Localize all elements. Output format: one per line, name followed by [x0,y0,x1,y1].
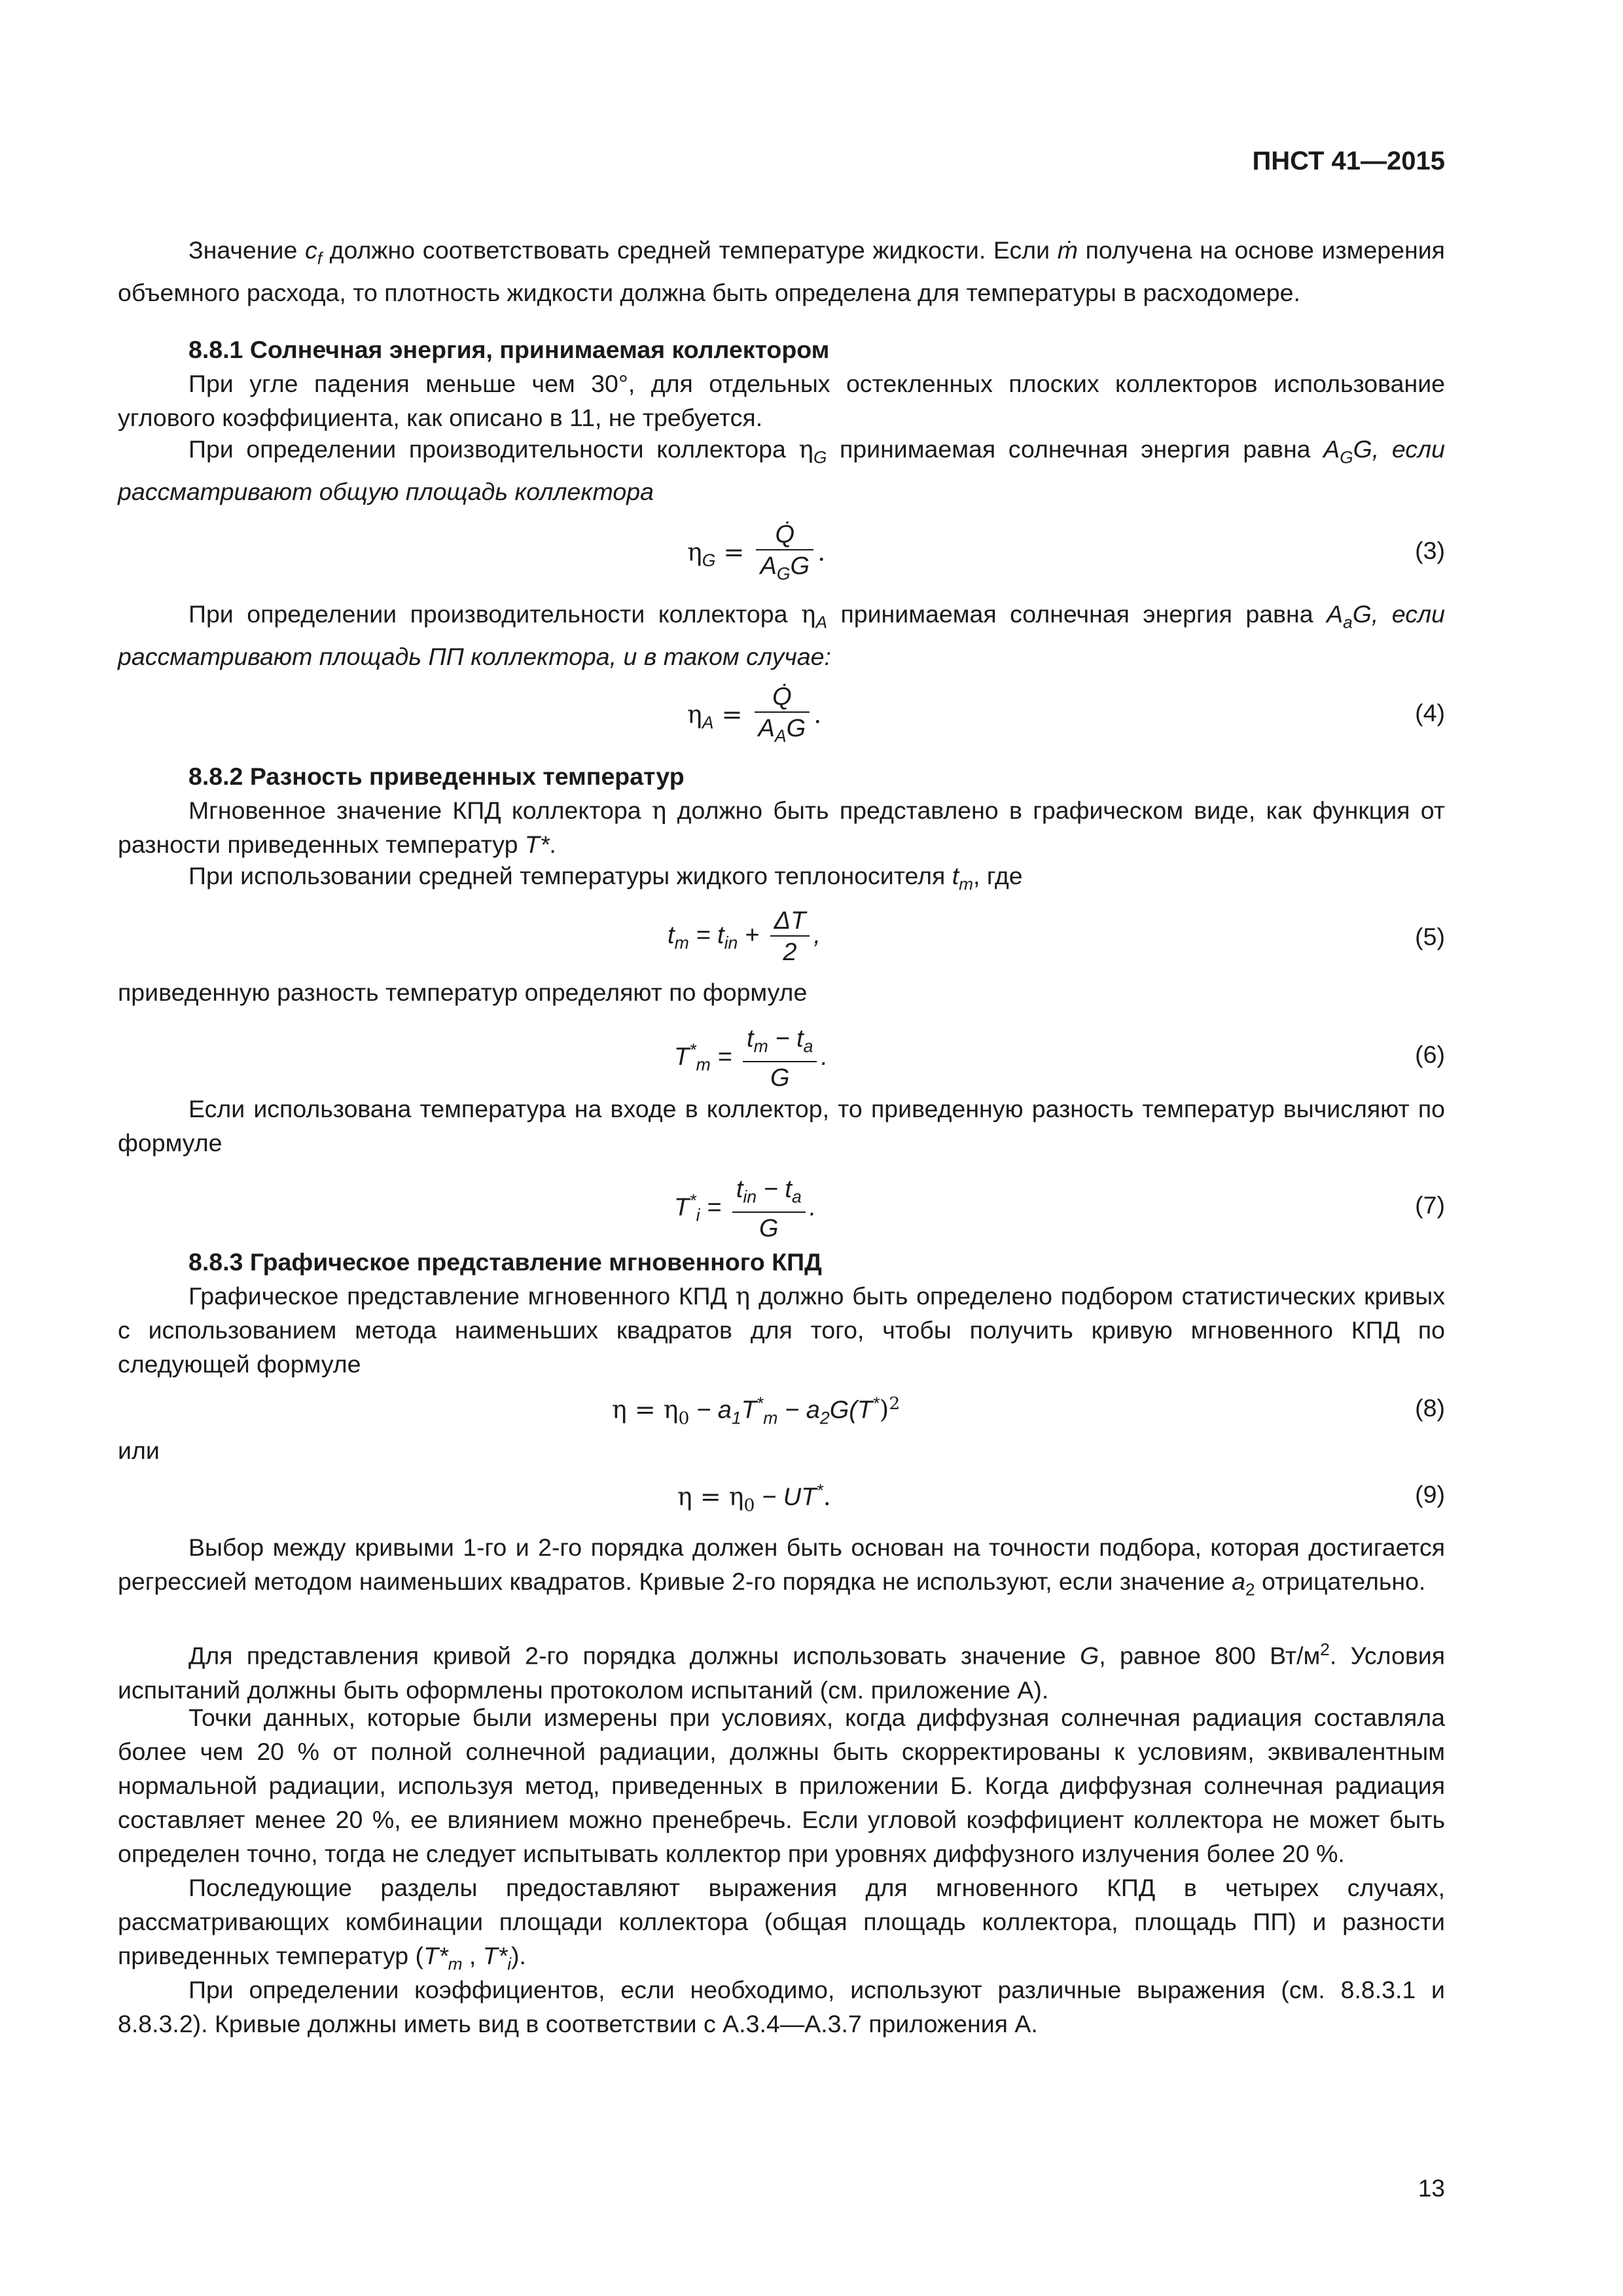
equation-7: $T^*_i$ = $\frac{t_{in} - t_a}{G}$ . [674,1175,817,1242]
equation-number-6: (6) [1415,1041,1445,1068]
paragraph-second-order: Для представления кривой 2-го порядка должны использовать значение G, равное 800 $Вт/м^2$. Условия испытаний должны быть оформлены протоколом испытаний (см. приложение А). [118,1640,1445,1704]
equation-4: $\eta_A$ = $\frac{Q̇}{A_AG}$ . [687,683,821,751]
equation-5: $t_m = t_{in}$ + $\frac{\Delta T}{2}$ , [668,907,821,966]
equation-6: $T^*_m$ = $\frac{t_m - t_a}{G}$ . [674,1025,828,1092]
equation-number-3: (3) [1415,537,1445,564]
paragraph-eta-g-definition: При определении производительности коллектора $\eta_G$ принимаемая солнечная энергия равна $A_GG$, если рассматривают общую площадь коллектора [118,435,1446,505]
equation-number-8: (8) [1415,1394,1445,1422]
equation-number-4: (4) [1415,699,1445,726]
paragraph-mean-temperature: При использовании средней температуры жидкого теплоносителя $t_m$, где [188,862,1023,894]
document-id-header: ПНСТ 41—2015 [1252,147,1445,175]
paragraph-graphical-fit: Графическое представление мгновенного КПД η должно быть определено подбором статистических кривых с использованием метода наименьших квадратов для того, чтобы получить кривую мгновенного КПД по следующей формуле [118,1282,1445,1378]
paragraph-incidence-angle: При угле падения меньше чем 30°, для отдельных остекленных плоских коллекторов использование углового коэффициента, как описано в 11, не требуется. [118,370,1445,431]
equation-number-9: (9) [1415,1480,1445,1508]
paragraph-efficiency-graphical: Мгновенное значение КПД коллектора η должно быть представлено в графическом виде, как функция от разности приведенных температур T*. [118,796,1445,858]
equation-3: $\eta_G$ = $\frac{Q̇}{A_GG}$ . [687,520,825,588]
equation-8: $\eta = \eta_0 - a_1T^*_m - a_2G(T^*)^2$ [612,1393,901,1429]
section-heading-8-8-3: 8.8.3 Графическое представление мгновенного КПД [188,1248,822,1276]
paragraph-curve-order: Выбор между кривыми 1-го и 2-го порядка должен быть основан на точности подбора, которая достигается регрессией методом наименьших квадратов. Кривые 2-го порядка не используют, если значение $a_2$ отрицательно. [118,1534,1445,1600]
paragraph-fluid-temperature: Значение $c_f$ должно соответствовать средней температуре жидкости. Если ṁ получена на основе измерения объемного расхода, то плотность жидкости должна быть определена для температуры в расходомере. [118,236,1445,306]
section-heading-8-8-2: 8.8.2 Разность приведенных температур [188,762,685,790]
equation-9: $\eta = \eta_0 - UT^*$. [677,1480,831,1516]
paragraph-diffuse-radiation: Точки данных, которые были измерены при условиях, когда диффузная солнечная радиация составляла более чем 20 % от полной солнечной радиации, должны быть скорректированы к условиям, эквивалентным нормальной радиации, используя метод, приведенных в приложении Б. Когда диффузная солнечная радиация составляет менее 20 %, ее влиянием можно пренебречь. Если угловой коэффициент коллектора не может быть определен точно, тогда не следует испытывать коллектор при уровнях диффузного излучения более 20 %. [118,1704,1445,1867]
paragraph-following-sections: Последующие разделы предоставляют выражения для мгновенного КПД в четырех случаях, рассматривающих комбинации площади коллектора (общая площадь коллектора, площадь ПП) и разности приведенных температур ($T*_m$ , $T*_i$). [118,1874,1445,1974]
text-or: или [118,1437,160,1464]
paragraph-reduced-diff-formula: приведенную разность температур определяют по формуле [118,978,808,1006]
equation-number-5: (5) [1415,923,1445,950]
section-heading-8-8-1: 8.8.1 Солнечная энергия, принимаемая коллектором [188,336,830,363]
page-number: 13 [1418,2175,1445,2202]
paragraph-coefficients: При определении коэффициентов, если необходимо, используют различные выражения (см. 8.8.3.1 и 8.8.3.2). Кривые должны иметь вид в соответствии с А.3.4—А.3.7 приложения А. [118,1976,1445,2037]
equation-number-7: (7) [1415,1191,1445,1219]
paragraph-eta-a-definition: При определении производительности коллектора $\eta_A$ принимаемая солнечная энергия равна $A_aG$, если рассматривают площадь ПП коллектора, и в таком случае: [118,600,1445,670]
paragraph-inlet-temperature: Если использована температура на входе в коллектор, то приведенную разность температур вычисляют по формуле [118,1095,1445,1157]
